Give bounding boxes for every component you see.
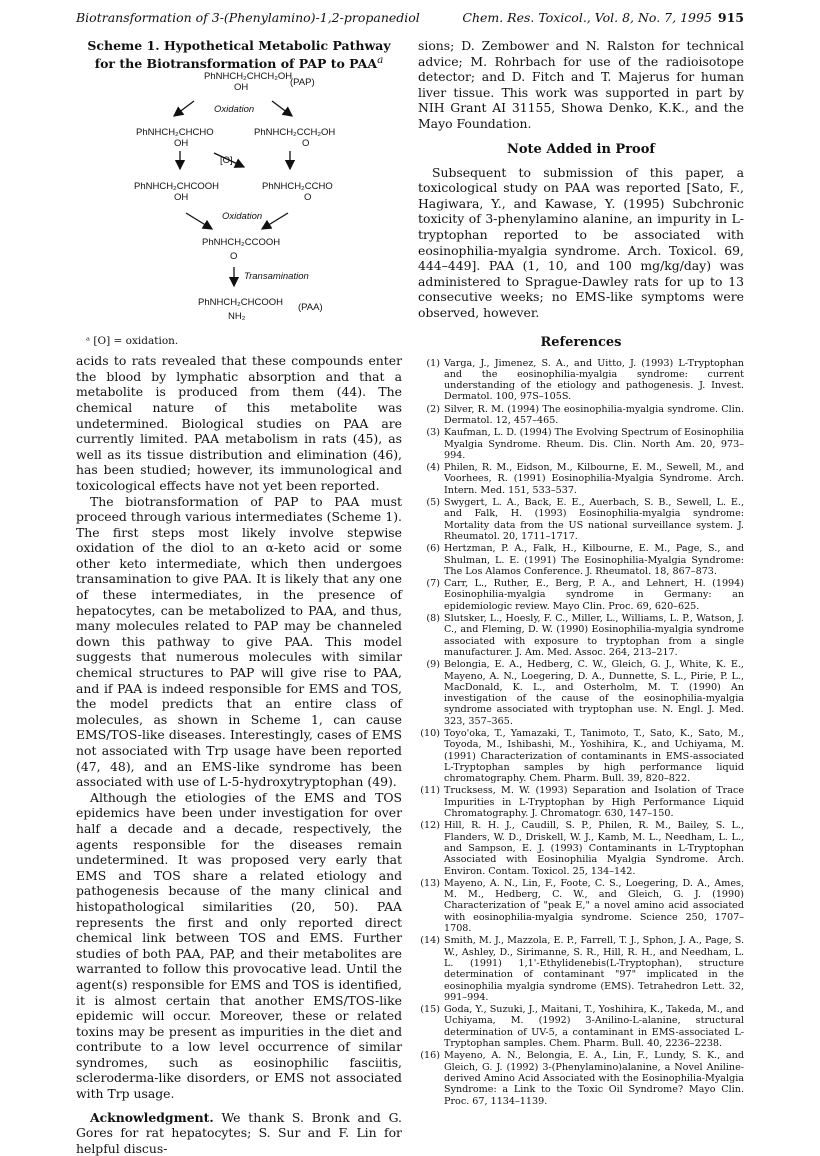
oxidation-label-2: Oxidation <box>222 211 263 223</box>
reference-number: (9) <box>426 659 440 671</box>
reference-text: Swygert, L. A., Back, E. E., Auerbach, S. B., Sewell, L. E., and Falk, H. (1993) Eosinophilia-myalgia syndrome: Mortality data from the US national surveillance system. J. Rheumatol. 20, 1711–1717. <box>444 497 744 542</box>
aldehyde-right: PhNHCH₂CCHO <box>262 181 333 193</box>
scheme-title-footnote-mark: a <box>377 54 384 66</box>
keto-acid-sub: O <box>230 251 238 263</box>
scheme-title-text: Scheme 1. Hypothetical Metabolic Pathway for the Biotransformation of PAP to PAA <box>87 38 391 72</box>
reference-item <box>418 358 744 403</box>
reference-item <box>418 820 744 876</box>
reference-item <box>418 935 744 1003</box>
arrow-pap-to-right <box>272 101 292 116</box>
note-text: Subsequent to submission of this paper, a toxicological study on PAA was reported [Sato, F., Hagiwara, Y., and Kawase, Y. (1995) Subchronic toxicity of 3-phenylamino alanine, an impurity in L-tryptophan reported to be associated with eosinophilia-myalgia syndrome. Arch. Toxicol. 69, 444–449]. PAA (1, 10, and 100 mg/kg/day) was administered to Sprague-Dawley rats for up to 13 consecutive weeks; no EMS-like symptoms were observed, however. <box>418 164 744 320</box>
right-column <box>418 38 744 1108</box>
intermediate-right-sub: O <box>302 138 310 150</box>
paa-formula: PhNHCH₂CHCOOH <box>198 297 283 309</box>
oxidation-label-1: Oxidation <box>214 104 255 116</box>
reference-number: (2) <box>426 403 440 415</box>
pap-label: (PAP) <box>290 77 315 89</box>
reference-text: Varga, J., Jimenez, S. A., and Uitto, J. (1993) L-Tryptophan and the eosinophilia-myalgia syndrome: current understanding of the etiology and pathogenesis. J. Invest. Dermatol. 100, 97S–105S. <box>444 357 744 403</box>
intermediate-left: PhNHCH₂CHCHO <box>136 127 214 139</box>
reference-item <box>418 543 744 577</box>
reference-item <box>418 427 744 461</box>
reference-item <box>418 404 744 427</box>
paa-substituent: NH₂ <box>228 311 246 323</box>
reference-number: (8) <box>426 613 440 625</box>
note-heading: Note Added in Proof <box>507 141 655 157</box>
reference-text: Trucksess, M. W. (1993) Separation and Isolation of Trace Impurities in L-Tryptophan by High Performance Liquid Chromatography. J. Chromatogr. 630, 147–150. <box>444 785 744 820</box>
reference-item <box>418 1004 744 1049</box>
journal-name: Chem. Res. Toxicol., Vol. 8, No. 7, 1995 <box>462 10 712 25</box>
reference-item <box>418 578 744 612</box>
reference-text: Carr, L., Ruther, E., Berg, P. A., and Lehnert, H. (1994) Eosinophilia-myalgia syndrome in Germany: an epidemiologic review. Mayo Clin. Proc. 69, 620–625. <box>444 578 744 612</box>
reference-text: Mayeno, A. N., Lin, F., Foote, C. S., Loegering, D. A., Ames, M. M., Hedberg, C. W., and Gleich, G. J. (1990) Characterization of "peak E," a novel amino acid associated with eosinophilia-myalgia syndrome. Science 250, 1707–1708. <box>444 877 744 935</box>
reference-number: (6) <box>426 543 440 555</box>
reference-text: Smith, M. J., Mazzola, E. P., Farrell, T. J., Sphon, J. A., Page, S. W., Ashley, D., Sirimanne, S. R., Hill, R. H., and Needham, L. L. (1991) 1,1'-Ethylidenebis(L-Tryptophan), structure determination of contaminant "97" implicated in the eosinophilia myalgia syndrome (EMS). Tetrahedron Lett. 32, 991–994. <box>444 935 744 1003</box>
reference-item <box>418 497 744 542</box>
body-paragraph-2: The biotransformation of PAP to PAA must proceed through various intermediates (Scheme 1). The first steps most likely involve stepwise oxidation of the diol to an α-keto acid or some other keto intermediate, which then undergoes transamination to give PAA. It is likely that any one of these intermediates, in the presence of hepatocytes, can be metabolized to PAA, and thus, many molecules related to PAP may be channeled down this pathway to give PAA. This model suggests that numerous molecules with similar chemical structures to PAP will give rise to PAA, and if PAA is indeed responsible for EMS and TOS, the model predicts that an entire class of molecules, as shown in Scheme 1, can cause EMS/TOS-like diseases. Interestingly, cases of EMS not associated with Trp usage have been reported (47, 48), and an EMS-like syndrome has been associated with use of L-5-hydroxytryptophan (49). <box>76 493 402 790</box>
acid-left-sub: OH <box>174 192 189 204</box>
scheme-footnote: ᵃ [O] = oxidation. <box>86 335 179 348</box>
reference-number: (5) <box>426 497 440 509</box>
reference-item <box>418 1050 744 1106</box>
reference-number: (11) <box>420 785 440 797</box>
reference-item <box>418 728 744 784</box>
reference-text: Hill, R. H. J., Caudill, S. P., Philen, R. M., Bailey, S. L., Flanders, W. D., Driskell, W. J., Kamb, M. L., Needham, L. L., and Sampson, E. J. (1993) Contaminants in L-Tryptophan Associated with Eosinophilia Myalgia Syndrome. Arch. Environ. Contam. Toxicol. 25, 134–142. <box>444 820 744 877</box>
reference-text: Mayeno, A. N., Belongia, E. A., Lin, F., Lundy, S. K., and Gleich, G. J. (1992) 3-(Phenylamino)alanine, a Novel Aniline-derived Amino Acid Associated with the Eosinophilia-Myalgia Syndrome: a Link to the Toxic Oil Syndrome? Mayo Clin. Proc. 67, 1134–1139. <box>444 1050 744 1107</box>
reference-number: (10) <box>420 728 440 739</box>
reference-text: Hertzman, P. A., Falk, H., Kilbourne, E. M., Page, S., and Shulman, L. E. (1991) The Eosinophilia-Myalgia Syndrome: The Los Alamos Conference. J. Rheumatol. 18, 867–873. <box>444 543 744 577</box>
keto-acid: PhNHCH₂CCOOH <box>202 237 281 249</box>
body-paragraph-1: acids to rats revealed that these compounds enter the blood by lymphatic absorption and that a metabolite is produced from them (44). The chemical nature of this metabolite was undetermined. Biological studies on PAA are currently limited. PAA metabolism in rats (45), as well as its tissue distribution and elimination (46), has been studied; however, its immunological and toxicological effects have not yet been reported. <box>76 353 402 493</box>
pap-formula: PhNHCH₂CHCH₂OH <box>204 71 293 83</box>
acknowledgment-label: Acknowledgment. <box>90 1109 214 1125</box>
arrow-ald-to-keto <box>262 213 288 229</box>
transamination-label: Transamination <box>244 271 309 283</box>
reference-number: (16) <box>420 1050 440 1062</box>
reference-text: Kaufman, L. D. (1994) The Evolving Spectrum of Eosinophilia Myalgia Syndrome. Rheum. Dis. Clin. North Am. 20, 973–994. <box>444 427 744 461</box>
acknowledgment-continued: sions; D. Zembower and N. Ralston for technical advice; M. Rohrbach for use of the radioisotope detector; and D. Fitch and T. Majerus for human liver tissue. This work was supported in part by NIH Grant AI 31155, Showa Denko, K.K., and the Mayo Foundation. <box>418 38 744 131</box>
arrow-acid-to-keto <box>186 213 212 229</box>
reference-number: (4) <box>426 462 440 474</box>
reference-text: Belongia, E. A., Hedberg, C. W., Gleich, G. J., White, K. E., Mayeno, A. N., Loegering, D. A., Dunnette, S. L., Pirie, P. L., MacDonald, K. L., and Osterholm, M. T. (1990) An investigation of the cause of the eosinophilia-myalgia syndrome associated with tryptophan use. N. Engl. J. Med. 323, 357–365. <box>444 659 744 727</box>
reference-text: Philen, R. M., Eidson, M., Kilbourne, E. M., Sewell, M., and Voorhees, R. (1991) Eosinophilia-Myalgia Syndrome. Arch. Intern. Med. 151, 533–537. <box>444 462 744 496</box>
reference-item <box>418 785 744 819</box>
reference-number: (13) <box>420 877 440 889</box>
reference-text: Slutsker, L., Hoesly, F. C., Miller, L., Williams, L. P., Watson, J. C., and Fleming, D. W. (1990) Eosinophilia-myalgia syndrome associated with exposure to tryptophan from a single manufacturer. J. Am. Med. Assoc. 264, 213–217. <box>444 613 744 658</box>
intermediate-right: PhNHCH₂CCH₂OH <box>254 127 336 139</box>
scheme-title <box>76 38 402 71</box>
o-label: [O] <box>220 155 233 167</box>
reference-number: (15) <box>420 1004 440 1016</box>
reference-text: Silver, R. M. (1994) The eosinophilia-myalgia syndrome. Clin. Dermatol. 12, 457–465. <box>444 403 744 426</box>
page-number: 915 <box>717 10 744 25</box>
left-column <box>76 38 402 1156</box>
reference-number: (7) <box>426 578 440 590</box>
intermediate-left-sub: OH <box>174 138 189 150</box>
body-paragraph-3: Although the etiologies of the EMS and TOS epidemics have been under investigation for over half a decade and a decade, respectively, the agents responsible for the diseases remain undetermined. It was proposed very early that EMS and TOS share a related etiology and pathogenesis because of the many clinical and histopathological similarities (20, 50). PAA represents the first and only reported direct chemical link between TOS and EMS. Further studies of both PAA, PAP, and their metabolites are warranted to follow this provocative lead. Until the agent(s) responsible for EMS and TOS is identified, it is almost certain that another EMS/TOS-like epidemic will occur. Moreover, these or related toxins may be present as impurities in the diet and contribute to a low level occurrence of similar syndromes, such as eosinophilic fasciitis, scleroderma-like disorders, or EMS not associated with Trp usage. <box>76 789 402 1102</box>
acid-left: PhNHCH₂CHCOOH <box>134 181 219 193</box>
running-title: Biotransformation of 3-(Phenylamino)-1,2-propanediol <box>76 10 420 25</box>
reference-item <box>418 878 744 934</box>
reference-item <box>418 659 744 727</box>
paa-label: (PAA) <box>298 302 323 314</box>
running-header <box>76 10 744 30</box>
references-list <box>418 358 744 1107</box>
pap-substituent: OH <box>234 82 249 94</box>
reference-number: (1) <box>426 357 440 369</box>
scheme-diagram <box>76 71 402 333</box>
reference-item <box>418 613 744 658</box>
reference-number: (12) <box>420 820 440 832</box>
reference-number: (3) <box>426 427 440 439</box>
references-heading: References <box>540 334 622 350</box>
reference-text: Goda, Y., Suzuki, J., Maitani, T., Yoshihira, K., Takeda, M., and Uchiyama, M. (1992) 3-Anilino-L-alanine, structural determination of UV-5, a contaminant in EMS-associated L-Tryptophan samples. Chem. Pharm. Bull. 40, 2236–2238. <box>444 1004 744 1050</box>
acknowledgment-text: We thank S. Bronk and G. Gores for rat hepatocytes; S. Sur and F. Lin for helpful discus- <box>76 1109 402 1156</box>
acknowledgment <box>76 1110 402 1156</box>
reference-text: Toyo'oka, T., Yamazaki, T., Tanimoto, T., Sato, K., Sato, M., Toyoda, M., Ishibashi, M., Yoshihira, K., and Uchiyama, M. (1991) Characterization of contaminants in EMS-associated L-Tryptophan samples by high performance liquid chromatography. Chem. Pharm. Bull. 39, 820–822. <box>444 728 744 785</box>
arrow-pap-to-left <box>174 101 194 116</box>
journal-citation <box>462 10 744 25</box>
reference-item <box>418 462 744 496</box>
reference-number: (14) <box>420 935 440 947</box>
aldehyde-right-sub: O <box>304 192 312 204</box>
